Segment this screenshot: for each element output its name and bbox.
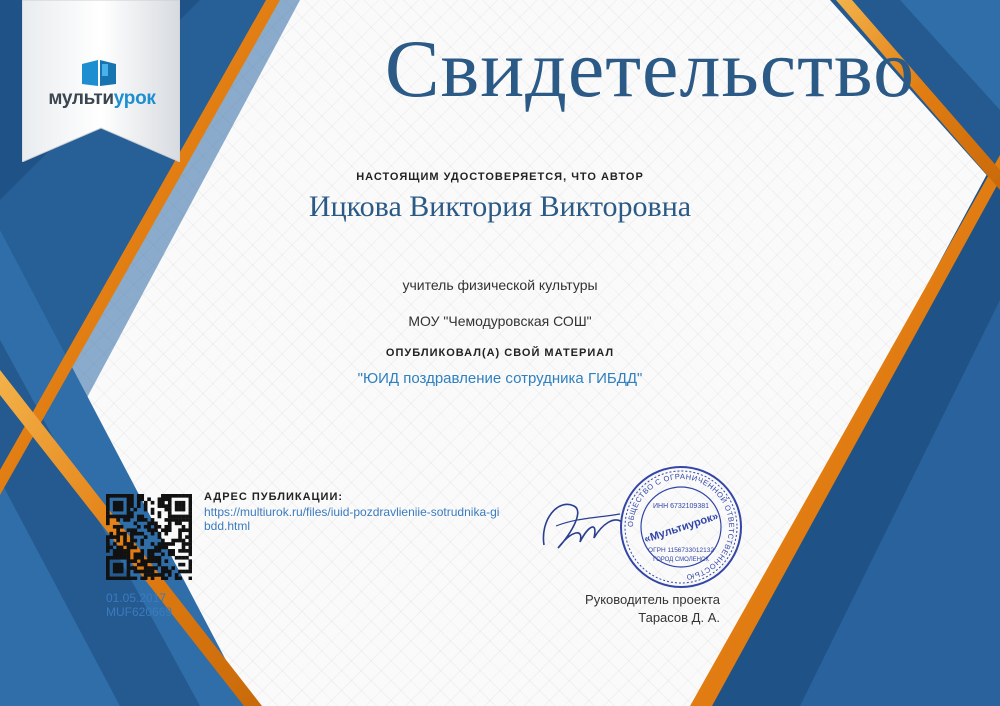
brand-name-part1: мульти (48, 88, 114, 109)
author-school: МОУ "Чемодуровская СОШ" (408, 313, 592, 329)
certify-text: НАСТОЯЩИМ УДОСТОВЕРЯЕТСЯ, ЧТО АВТОР (356, 171, 644, 183)
stamp-ogrn: ОГРН 1156733012132 (648, 547, 714, 554)
material-title: "ЮИД поздравление сотрудника ГИБДД" (357, 370, 643, 387)
certificate-title: Свидетельство (384, 23, 916, 114)
author-name: Ицкова Виктория Викторовна (308, 190, 692, 223)
publication-label: АДРЕС ПУБЛИКАЦИИ: (204, 491, 344, 503)
stamp-city: ГОРОД СМОЛЕНСК (653, 557, 709, 563)
stamp-inn: ИНН 6732109381 (652, 503, 710, 510)
company-stamp (618, 464, 744, 590)
author-position: учитель физической культуры (402, 277, 598, 293)
signer-name: Тарасов Д. А. (638, 610, 720, 625)
signer-role: Руководитель проекта (585, 592, 720, 607)
brand-name-part2: урок (113, 88, 156, 109)
qr-code (106, 494, 192, 580)
published-text: ОПУБЛИКОВАЛ(А) СВОЙ МАТЕРИАЛ (385, 347, 615, 359)
publication-id: MUF620669 (106, 605, 173, 619)
stamp-center-text: «Мультиурок» (642, 510, 720, 546)
book-icon (80, 58, 118, 88)
publication-url[interactable]: https://multiurok.ru/files/iuid-pozdravlieniie-sotrudnika-gibdd.html (204, 505, 500, 533)
stamp-ring-text: ОБЩЕСТВО С ОГРАНИЧЕННОЙ ОТВЕТСТВЕННОСТЬЮ (625, 471, 737, 582)
publication-date: 01.05.2017 (106, 591, 167, 605)
brand-logo (32, 88, 172, 110)
signature (536, 490, 626, 560)
